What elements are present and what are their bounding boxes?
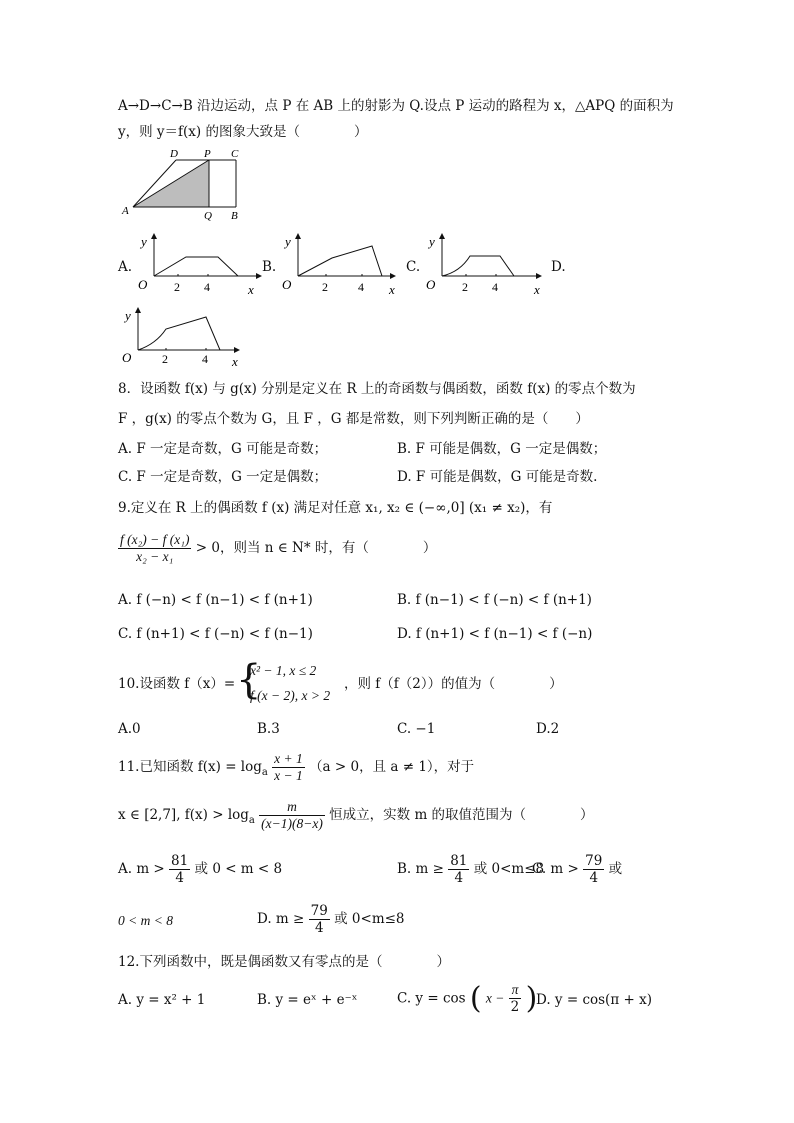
q10-brace: { [236,657,262,703]
q8-option-d: D. F 可能是偶数，G 可能是奇数. [397,469,598,485]
q11-line2-suffix: 恒成立，实数 m 的取值范围为（ ） [329,807,594,824]
tick-label-2: 2 [322,280,328,294]
q7-graph-b [280,232,405,297]
q11-option-d-fraction [309,903,330,936]
q11-option-d [257,903,405,936]
q11-suffix: （a > 0，且 a ≠ 1），对于 [309,759,475,776]
q7-option-a-label: A. [118,259,133,275]
q11-option-a [118,853,282,886]
q11-fraction [272,751,305,784]
q11-option-d-suffix: 或 0<m≤8 [334,911,405,928]
q7-option-d-label: D. [551,259,566,275]
q11-option-d-denominator: 4 [314,920,324,937]
q12-left-paren: ( [469,981,482,1016]
q9-fraction [118,532,191,565]
q11-option-c [532,853,622,886]
q8-option-b: B. F 可能是偶数，G 一定是偶数； [397,441,607,457]
q12-option-c-inner: x − [485,990,505,1006]
q9-stem-line1: 9.定义在 R 上的偶函数 f (x) 满足对任意 x₁, x₂ ∈ (−∞,0] (x₁ ≠ x₂)，有 [118,500,553,516]
q11-fraction-numerator: x + 1 [272,751,305,768]
q8-stem-line2: F ，g(x) 的零点个数为 G，且 F ，G 都是常数，则下列判断正确的是（ ） [118,411,589,427]
q11-option-c-denominator: 4 [589,870,599,887]
q11-line2-fraction [259,799,325,832]
q11-option-c-fraction [583,853,604,886]
label-a: A [122,205,129,217]
q7-option-b-label: B. [262,259,277,275]
q9-fraction-numerator: f (x₂) − f (x₁) [118,532,191,549]
q12-option-b: B. y = eˣ + e⁻ˣ [257,992,358,1008]
q11-line2-numerator: m [259,799,325,816]
q11-option-b-denominator: 4 [454,870,464,887]
origin-label: O [122,350,132,365]
q10-case-2: f (x − 2), x > 2 [250,688,331,703]
label-p: P [204,148,211,160]
origin-label: O [282,277,292,292]
x-axis-label: x [389,282,395,297]
tick-label-4: 4 [202,352,208,366]
q12-option-c [397,980,537,1018]
q10-option-a: A.0 [118,721,141,737]
q12-option-c-numerator: π [509,982,522,999]
q11-option-b-numerator: 81 [450,853,468,869]
q11-option-a-fraction [169,853,190,886]
tick-label-2: 2 [174,280,180,294]
q11-option-c-continued: 0 < m < 8 [118,913,173,928]
q11-line2-denominator: (x−1)(8−x) [261,816,323,832]
y-axis-label: y [429,234,435,249]
q10-suffix: ，则 f（f（2））的值为（ ） [344,676,563,692]
origin-label: O [426,277,436,292]
q7-graph-a [136,232,261,297]
q9-fraction-denominator: x₂ − x₁ [136,549,174,565]
q11-line2 [118,799,594,832]
q11-option-c-suffix: 或 [608,861,623,878]
q10-case-1: x² − 1, x ≤ 2 [250,663,317,678]
q11-option-b-prefix: B. m ≥ [397,861,444,878]
tick-label-2: 2 [162,352,168,366]
y-axis-label: y [141,234,147,249]
q10-option-b: B.3 [257,721,280,737]
y-axis-label: y [125,308,131,323]
q7-geometry-figure [118,148,258,223]
q12-option-c-fraction [509,982,522,1015]
q11-fraction-denominator: x − 1 [274,768,303,784]
q9-option-d: D. f (n+1) < f (n−1) < f (−n) [397,626,593,642]
q9-stem-line2 [118,532,436,565]
tick-label-2: 2 [462,280,468,294]
q10-option-d: D.2 [536,721,560,737]
tick-label-4: 4 [204,280,210,294]
label-q: Q [204,210,212,222]
q9-option-c: C. f (n+1) < f (−n) < f (n−1) [118,626,313,642]
q12-option-c-prefix: C. y = cos [397,990,466,1007]
q11-prefix: 11.已知函数 f(x) = log [118,759,262,776]
q11-option-b-suffix: 或 0<m≤8 [473,861,545,878]
q11-option-a-numerator: 81 [171,853,189,869]
q8-option-c: C. F 一定是奇数，G 一定是偶数； [118,469,328,485]
q9-option-a: A. f (−n) < f (n−1) < f (n+1) [118,592,313,608]
q12-option-d: D. y = cos(π + x) [536,992,652,1008]
q8-option-a: A. F 一定是奇数，G 可能是奇数； [118,441,328,457]
q7-line2: y，则 y＝f(x) 的图象大致是（ ） [118,124,368,140]
label-b: B [231,210,238,222]
q7-option-c-label: C. [406,259,421,275]
q12-option-c-denominator: 2 [510,999,520,1016]
q12-stem: 12.下列函数中，既是偶函数又有零点的是（ ） [118,954,450,970]
q11-option-a-suffix: 或 0 < m < 8 [194,861,283,878]
y-axis-label: y [285,234,291,249]
label-c: C [231,148,239,160]
origin-label: O [138,277,148,292]
q11-line2-prefix: x ∈ [2,7], f(x) > log [118,807,249,824]
q11-line2-log-base: a [248,814,255,826]
x-axis-label: x [534,282,540,297]
q11-option-a-denominator: 4 [175,870,184,887]
q12-right-paren: ) [525,981,538,1016]
x-axis-label: x [248,282,254,297]
q11-option-c-numerator: 79 [585,853,603,869]
q7-line1: A→D→C→B 沿边运动，点 P 在 AB 上的射影为 Q.设点 P 运动的路程为 x，△APQ 的面积为 [118,98,674,114]
tick-label-4: 4 [358,280,364,294]
q7-graph-c [424,232,549,297]
q11-option-c-prefix: C. m > [532,861,579,878]
q11-log-base: a [261,766,268,778]
q10-option-c: C. −1 [397,721,436,737]
q10-prefix: 10.设函数 f（x）= [118,676,236,692]
q11-option-d-prefix: D. m ≥ [257,911,305,928]
q11-option-b-fraction [448,853,469,886]
tick-label-4: 4 [492,280,498,294]
q8-stem-line1: 8．设函数 f(x) 与 g(x) 分别是定义在 R 上的奇函数与偶函数，函数 f(x) 的零点个数为 [118,381,636,397]
label-d: D [170,148,178,160]
q12-option-a: A. y = x² + 1 [118,992,206,1008]
q11-option-d-numerator: 79 [310,903,328,919]
q7-graph-d [120,306,245,368]
q11-line1 [118,751,474,784]
q9-option-b: B. f (n−1) < f (−n) < f (n+1) [397,592,592,608]
q11-option-b [397,853,544,886]
q11-option-a-prefix: A. m > [118,861,165,878]
q9-stem-tail: > 0，则当 n ∈ N* 时，有（ ） [195,540,437,557]
x-axis-label: x [232,354,238,369]
